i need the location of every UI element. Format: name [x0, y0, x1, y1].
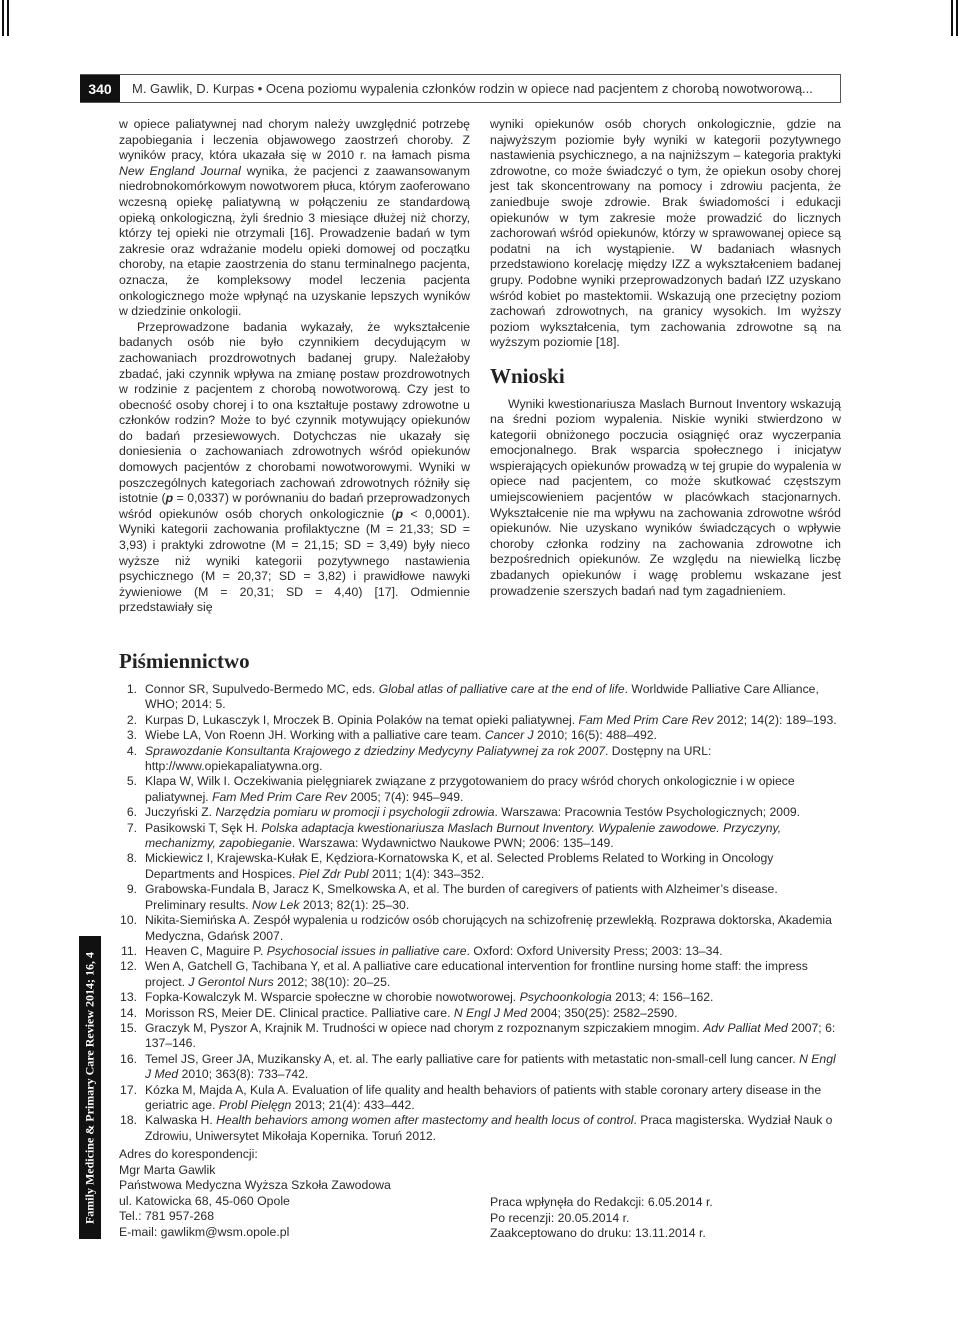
reference-item: 12. Wen A, Gatchell G, Tachibana Y, et al. A palliative care educational intervention for frontline nursing home staff: the impress project. J Gerontol Nurs 2012; 38(10): 20–25. [120, 959, 808, 989]
left-column [119, 117, 470, 616]
reference-number: 11. [120, 943, 137, 958]
reference-number: 3. [126, 728, 137, 743]
reference-item: 17. Kózka M, Majda A, Kula A. Evaluation of life quality and health behaviors of patients with stable coronary artery disease in the geriatric age. Probl Pielęgn 2013; 21(4): 433–442. [120, 1082, 822, 1112]
reference-number: 6. [126, 805, 137, 820]
reference-number: 10. [120, 913, 137, 928]
journal-sidebar-text: Family Medicine & Primary Care Review 2014; 16, 4 [82, 951, 97, 1224]
registration-mark-right [946, 0, 960, 40]
reference-number: 2. [126, 712, 137, 727]
reference-number: 1. [126, 682, 137, 696]
reference-item: 9. Grabowska-Fundala B, Jaracz K, Smelkowska A, et al. The burden of caregivers of patients with Alzheimer’s disease. Preliminary results. Now Lek 2013; 82(1): 25–30. [119, 882, 841, 913]
reference-item: 18. Kalwaska H. Health behaviors among women after mastectomy and health locus of control. Praca magisterska. Wydział Nauk o Zdrowiu, Uniwersytet Mikołaja Kopernika. Toruń 2012. [120, 1113, 833, 1143]
journal-name: New England Journal [119, 163, 241, 178]
reference-number: 15. [120, 1020, 137, 1035]
conclusions-paragraph: Wyniki kwestionariusza Maslach Burnout Inventory wskazują na średni poziom wypalenia. Niskie wyniki stwierdzono w kategorii obniżonego poczucia osiągnięć oraz wyczerpania emocjonalnego. Brak wsparcia społecznego i inicjatyw wspierających opiekunów prowadzą w tej grupie do wypalenia w opiece nad pacjentem, co może skutkować częstszym umiejscowieniem pacjentów w placówkach stacjonarnych. Wykształcenie nie ma wpływu na zachowania zdrowotne wśród opiekunów. Nie uzyskano wyników świadczących o wpływie choroby członka rodziny na zachowania zdrowotne ich bezpośrednich opiekunów. Ze względu na niewielką liczbę zbadanych opiekunów i wagę problemu wskazane jest prowadzenie szerszych badań nad tym zagadnieniem. [490, 396, 841, 598]
correspondence-line: Adres do korespondencji: [119, 1147, 258, 1161]
correspondence-line: Państwowa Medyczna Wyższa Szkoła Zawodowa [119, 1178, 391, 1193]
conclusions-heading: Wnioski [490, 363, 565, 388]
correspondence-email: E-mail: gawlikm@wsm.opole.pl [119, 1224, 290, 1239]
reference-number: 16. [120, 1051, 137, 1066]
reference-item: 2. Kurpas D, Lukasczyk I, Mroczek B. Opinia Polaków na temat opieki paliatywnej. Fam Med Prim Care Rev 2012; 14(2): 189–193. [119, 713, 841, 728]
right-paragraph-1: wyniki opiekunów osób chorych onkologicznie, gdzie na najwyższym poziomie były wyniki w kategorii pozytywnego nastawienia psychicznego, a na najniższym – kategoria praktyki zdrowotne, co może świadczyć o tym, że opiekun osoby chorej jest tak skoncentrowany na pomocy i zdrowiu pacjenta, że zaniedbuje swoje zdrowie. Brak świadomości i edukacji opiekunów w tym zakresie może prowadzić do licznych zachorowań wśród opiekunów, którzy w sprawowanej opiece są podatni na ich wystąpienie. W badaniach własnych przedstawiono korelację między IZZ a wykształceniem badanej grupy. Podobne wyniki przeprowadzonych badań IZZ uzyskano wśród kobiet po mastektomii. Wskazują one przeciętny poziom zachowań zdrowotnych, na granicy wysokich. Im wyższy poziom wykształcenia, tym zachowania zdrowotne są na wyższym poziomie [18]. [490, 117, 841, 350]
submission-dates [490, 1195, 713, 1242]
page-number: 340 [80, 75, 120, 102]
reference-item: 14. Morisson RS, Meier DE. Clinical practice. Palliative care. N Engl J Med 2004; 350(25): 2582–2590. [120, 1005, 678, 1020]
reference-item: 13. Fopka-Kowalczyk M. Wsparcie społeczne w chorobie nowotworowej. Psychoonkologia 2013; 4: 156–162. [120, 990, 714, 1005]
correspondence-address [119, 1147, 391, 1241]
reference-item: 15. Graczyk M, Pyszor A, Krajnik M. Trudności w opiece nad chorym z rozpoznanym szpiczakiem mnogim. Adv Palliat Med 2007; 6: 137–146. [120, 1020, 836, 1051]
reference-number: 12. [120, 959, 137, 974]
reference-number: 7. [126, 820, 137, 835]
reference-item: 16. Temel JS, Greer JA, Muzikansky A, et. al. The early palliative care for patients with metastatic non-small-cell lung cancer. N Engl J Med 2010; 363(8): 733–742. [120, 1051, 836, 1082]
left-paragraph-2: Przeprowadzone badania wykazały, że wykształcenie badanych osób nie było czynnikiem decydującym w zachowaniach prozdrowotnych badanej grupy. Należałoby zbadać, jaki czynnik wpływa na zmianę postaw prozdrowotnych w rodzinie z pacjentem z chorobą nowotworową. Czy jest to obecność osoby chorej i to ona kształtuje postawy zdrowotne u członków rodzin? Może to być czynnik motywujący opiekunów do badań przesiewowych. Dotychczas nie ukazały się doniesienia o zachowaniach zdrowotnych wśród opiekunów domowych pacjentów z chorobami nowotworowymi. Wyniki w poszczególnych kategoriach zachowań zdrowotnych różniły się istotnie (p = 0,0337) w porównaniu do badań przeprowadzonych wśród opiekunów osób chorych onkologicznie (p < 0,0001). Wyniki kategorii zachowania profilaktyczne (M = 21,33; SD = 3,93) i praktyki zdrowotne (M = 21,15; SD = 3,49) były nieco wyższe niż wyniki kategorii pozytywnego nastawienia psychicznego (M = 20,37; SD = 3,82) i prawidłowe nawyki żywieniowe (M = 20,31; SD = 4,40) [17]. Odmiennie przedstawiały się [119, 319, 470, 615]
registration-mark-left [0, 0, 14, 40]
reference-number: 5. [126, 774, 137, 789]
correspondence-line: ul. Katowicka 68, 45-060 Opole [119, 1193, 290, 1208]
references-heading: Piśmiennictwo [119, 649, 250, 673]
reference-item: 8. Mickiewicz I, Krajewska-Kułak E, Kędziora-Kornatowska K, et al. Selected Problems Related to Working in Oncology Departments and Hospices. Piel Zdr Publ 2011; 1(4): 343–352. [119, 851, 841, 882]
date-accepted: Zaakceptowano do druku: 13.11.2014 r. [490, 1226, 706, 1241]
running-title: M. Gawlik, D. Kurpas • Ocena poziomu wypalenia członków rodzin w opiece nad pacjentem z chorobą nowotworową... [132, 81, 813, 96]
right-column [490, 117, 841, 599]
reference-number: 17. [120, 1082, 137, 1097]
reference-item: 3. Wiebe LA, Von Roenn JH. Working with a palliative care team. Cancer J 2010; 16(5): 488–492. [119, 728, 841, 743]
reference-number: 13. [120, 990, 137, 1005]
reference-number: 9. [126, 882, 137, 897]
reference-number: 18. [120, 1113, 137, 1128]
reference-item: 11. Heaven C, Maguire P. Psychosocial issues in palliative care. Oxford: Oxford University Press; 2003: 13–34. [120, 943, 723, 958]
date-received: Praca wpłynęła do Redakcji: 6.05.2014 r. [490, 1195, 713, 1209]
reference-number: 8. [126, 851, 137, 866]
reference-item: 5. Klapa W, Wilk I. Oczekiwania pielęgniarek związane z przygotowaniem do pracy wśród chorych onkologicznie i w opiece paliatywnej. Fam Med Prim Care Rev 2005; 7(4): 945–949. [119, 774, 841, 805]
journal-sidebar [79, 936, 101, 1239]
reference-item: 1. Connor SR, Supulvedo-Bermedo MC, eds. Global atlas of palliative care at the end of life. Worldwide Palliative Care Alliance, WHO; 2014: 5. [119, 682, 841, 713]
reference-item: 4. Sprawozdanie Konsultanta Krajowego z dziedziny Medycyny Paliatywnej za rok 2007. Dostępny na URL: http://www.opiekapaliatywna.org. [119, 744, 841, 775]
date-reviewed: Po recenzji: 20.05.2014 r. [490, 1210, 630, 1225]
correspondence-line: Tel.: 781 957-268 [119, 1209, 215, 1224]
left-paragraph-1: w opiece paliatywnej nad chorym należy uwzględnić potrzebę zapobiegania i leczenia objawowego zaostrzeń choroby. Z wyników pracy, która ukazała się w 2010 r. na łamach pisma New England Journal wynika, że pacjenci z zaawansowanym niedrobnokomórkowym nowotworem płuca, którym zaoferowano wczesną opiekę paliatywną w połączeniu ze standardową opieką onkologiczną, żyli średnio 3 miesiące dłużej niż chorzy, którzy tej opieki nie otrzymali [16]. Prowadzenie badań w tym zakresie oraz wdrażanie modelu opieki domowej od początku choroby, na etapie zaostrzenia do stanu terminalnego pacjenta, oznacza, że kompleksowy model leczenia pacjenta onkologicznego może wpłynąć na uzyskanie lepszych wyników w dziedzinie onkologii. [119, 117, 470, 319]
correspondence-line: Mgr Marta Gawlik [119, 1162, 216, 1177]
references-list [119, 682, 841, 1144]
running-header [80, 74, 841, 103]
reference-number: 4. [126, 743, 137, 758]
reference-number: 14. [120, 1005, 137, 1020]
reference-item: 7. Pasikowski T, Sęk H. Polska adaptacja kwestionariusza Maslach Burnout Inventory. Wypalenie zawodowe. Przyczyny, mechanizmy, zapobieganie. Warszawa: Wydawnictwo Naukowe PWN; 2006: 135–149. [119, 821, 841, 852]
reference-item: 10. Nikita-Siemińska A. Zespół wypalenia u rodziców osób chorujących na schizofrenię przewlekłą. Rozprawa doktorska, Akademia Medyczna, Gdańsk 2007. [120, 913, 832, 943]
reference-item: 6. Juczyński Z. Narzędzia pomiaru w promocji i psychologii zdrowia. Warszawa: Pracownia Testów Psychologicznych; 2009. [119, 805, 841, 820]
